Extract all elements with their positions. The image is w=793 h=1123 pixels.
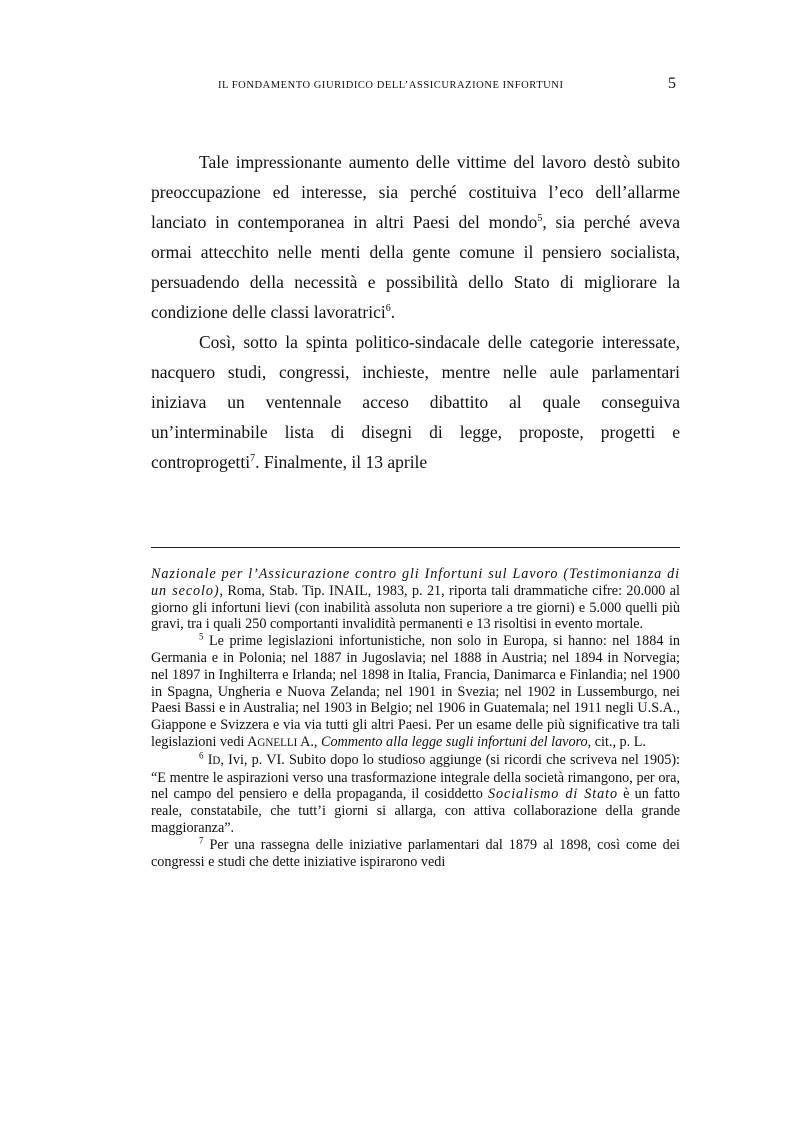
footnote-6-text-a: , Ivi, p. VI. Subito dopo lo studioso aggiunge (si ricordi che scriveva nel 1905): “E mentre le aspirazioni verso una trasformazione integrale della società rimangono, per ora, nel campo del pensiero e della propaganda, il cosiddetto	[151, 751, 680, 803]
body-paragraph-2	[151, 327, 680, 477]
footnote-6-number: 6	[199, 750, 204, 761]
body-paragraph-2-text-a: Così, sotto la spinta politico-sindacale delle categorie interessate, nacquero studi, congressi, inchieste, mentre nelle aule parlamentari iniziava un ventennale acceso dibattito al quale conseguiva un’interminabile lista di disegni di legge, proposte, progetti e controprogetti	[151, 332, 680, 472]
footnote-continuation	[151, 566, 680, 633]
footnote-7	[151, 837, 680, 871]
footnote-5-tail: , cit., p. L.	[587, 733, 646, 750]
footnote-continuation-italic: Nazionale per l’Assicurazione contro gli Infortuni sul Lavoro (Testimonianza di un secolo)	[151, 566, 680, 599]
footnotes	[151, 566, 680, 870]
footnote-6-author-rest: D	[212, 754, 221, 767]
body-text	[151, 147, 680, 477]
footnote-7-number: 7	[199, 835, 204, 846]
body-paragraph-1-text-b: , sia perché aveva ormai attecchito nelle menti della gente comune il pensiero socialista, persuadendo della necessità e possibilità dello Stato di migliorare la condizione delle classi lavoratrici	[151, 212, 680, 322]
footnote-6-italic: Socialismo di Stato	[488, 786, 618, 803]
body-paragraph-1-text-c: .	[390, 302, 396, 322]
footnote-ref-6: 6	[385, 303, 391, 315]
footnote-7-text: Per una rassegna delle iniziative parlamentari dal 1879 al 1898, così come dei congressi e studi che dette iniziative ispirarono vedi	[151, 836, 680, 870]
footnote-5-author-rest: GNELLI	[257, 736, 298, 749]
footnote-6-text-b: è un fatto reale, constatabile, che tutt’i giorni si allarga, con attiva collaborazione della grande maggioranza”.	[151, 786, 680, 836]
running-head: IL FONDAMENTO GIURIDICO DELL’ASSICURAZIONE INFORTUNI	[218, 80, 564, 91]
page-number: 5	[668, 75, 676, 92]
body-paragraph-1-text-a: Tale impressionante aumento delle vittime del lavoro destò subito preoccupazione ed interesse, sia perché costituiva l’eco dell’allarme lanciato in contemporanea in altri Paesi del mondo	[151, 152, 680, 232]
footnote-continuation-text: , Roma, Stab. Tip. INAIL, 1983, p. 21, riporta tali drammatiche cifre: 20.000 al giorno gli infortuni lievi (con inabilità assoluta non superiore a tre giorni) e 5.000 quelli più gravi, tra i quali 250 comportanti invalidità permanenti e 13 risoltisi in evento mortale.	[151, 582, 680, 633]
footnote-6-author-initial: I	[203, 751, 213, 768]
footnote-5-author-initial: A	[247, 733, 258, 750]
footnote-5-author-suffix: A.,	[297, 733, 321, 750]
footnote-5-number: 5	[199, 631, 204, 642]
footnote-separator	[151, 547, 680, 548]
footnote-5	[151, 633, 680, 752]
footnote-ref-5: 5	[537, 213, 543, 225]
body-paragraph-1	[151, 147, 680, 327]
footnote-5-text: Le prime legislazioni infortunistiche, non solo in Europa, si hanno: nel 1884 in Germania e in Polonia; nel 1887 in Jugoslavia; nel 1888 in Austria; nel 1894 in Norvegia; nel 1897 in Inghilterra e Irlanda; nel 1898 in Italia, Francia, Danimarca e Finlandia; nel 1900 in Spagna, Ungheria e Nuova Zelanda; nel 1901 in Svezia; nel 1902 in Lussemburgo, nei Paesi Bassi e in Australia; nel 1903 in Belgio; nel 1906 in Guatemala; nel 1911 negli U.S.A., Giappone e Svizzera e via via tutti gli altri Paesi. Per un esame delle più significative tra tali legislazioni vedi	[151, 633, 680, 750]
body-paragraph-2-text-b: . Finalmente, il 13 aprile	[255, 452, 428, 472]
footnote-6	[151, 752, 680, 837]
footnote-ref-7: 7	[250, 453, 256, 465]
footnote-5-title: Commento alla legge sugli infortuni del lavoro	[320, 733, 588, 750]
